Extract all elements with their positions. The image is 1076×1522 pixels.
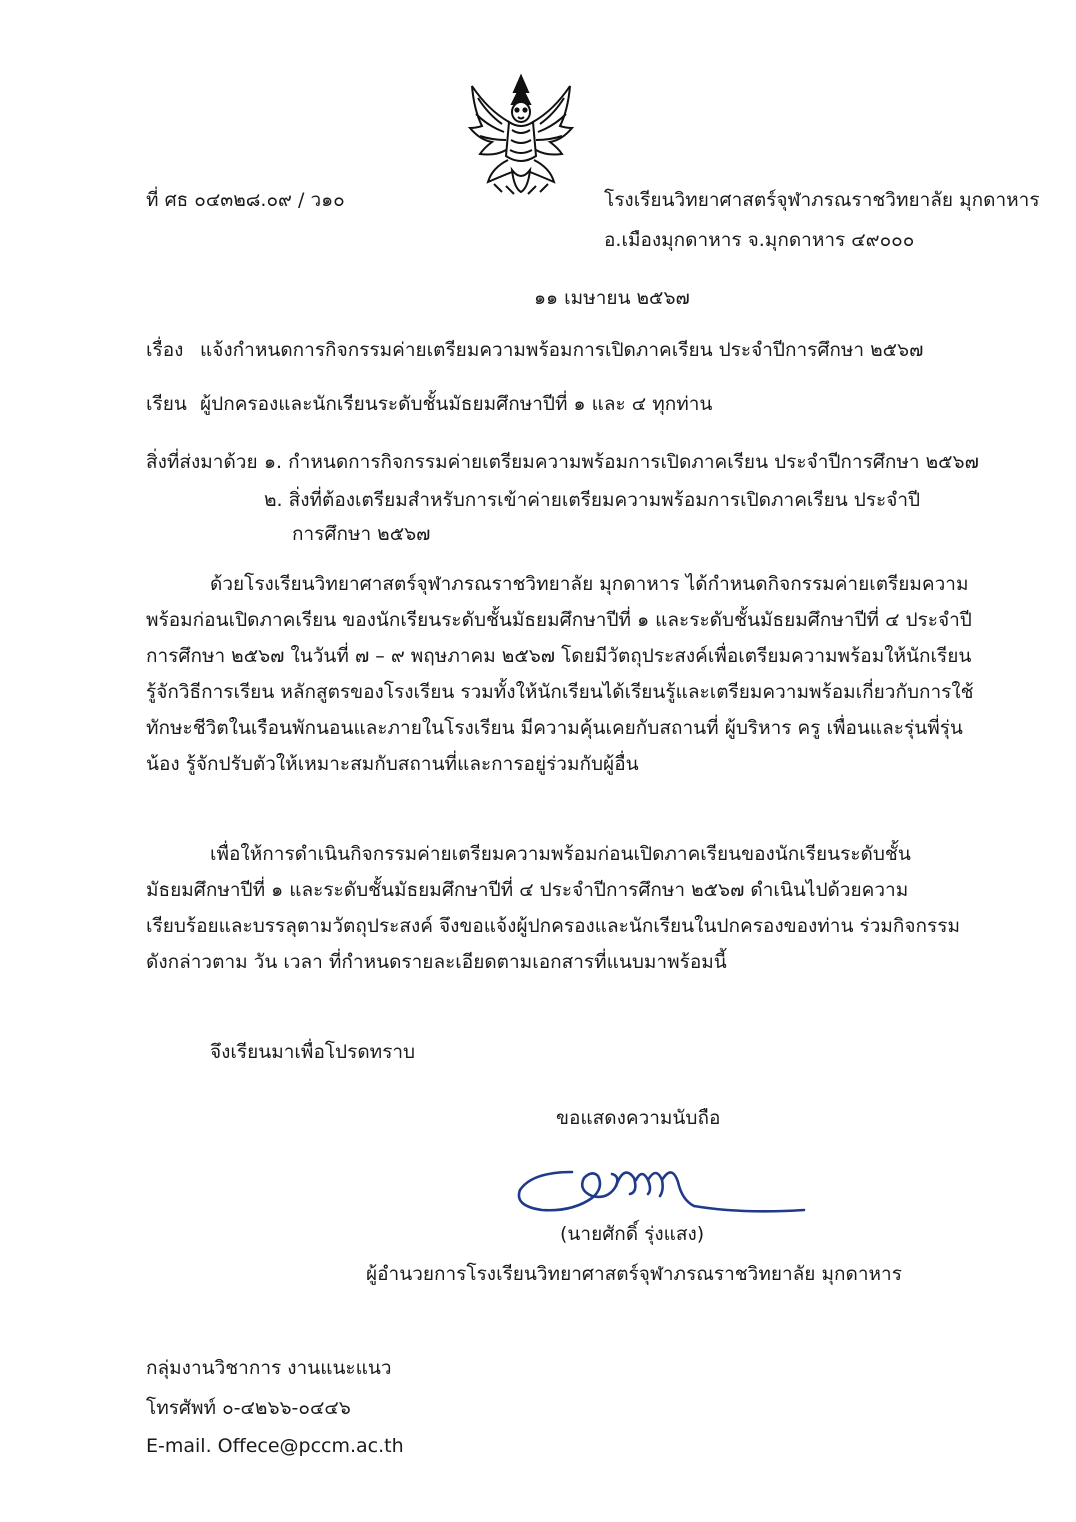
body-paragraph-2: [146, 836, 960, 980]
recipient-label: เรียน: [146, 393, 187, 415]
closing-line: จึงเรียนมาเพื่อโปรดทราบ: [210, 1041, 416, 1063]
paragraph-line: ทักษะชีวิตในเรือนพักนอนและภายในโรงเรียน มีความคุ้นเคยกับสถานที่ ผู้บริหาร ครู เพื่อนและรุ่นพี่รุ่น: [146, 717, 963, 739]
reference-number: ที่ ศธ ๐๔๓๒๘.๐๙ / ว๑๐: [146, 189, 345, 211]
paragraph-line: น้อง รู้จักปรับตัวให้เหมาะสมกับสถานที่และการอยู่ร่วมกับผู้อื่น: [146, 753, 639, 775]
subject-label: เรื่อง: [146, 339, 184, 361]
paragraph-line: เพื่อให้การดำเนินกิจกรรมค่ายเตรียมความพร้อมก่อนเปิดภาคเรียนของนักเรียนระดับชั้น: [210, 843, 911, 865]
body-paragraph-1: [146, 566, 974, 782]
paragraph-line: การศึกษา ๒๕๖๗ ในวันที่ ๗ – ๙ พฤษภาคม ๒๕๖๗ โดยมีวัตถุประสงค์เพื่อเตรียมความพร้อมให้นักเรียน: [146, 645, 972, 667]
paragraph-line: ดังกล่าวตาม วัน เวลา ที่กำหนดรายละเอียดตามเอกสารที่แนบมาพร้อมนี้: [146, 951, 727, 973]
signature-icon: [512, 1150, 812, 1230]
recipient-text: ผู้ปกครองและนักเรียนระดับชั้นมัธยมศึกษาปีที่ ๑ และ ๔ ทุกท่าน: [200, 393, 713, 415]
enclosures-label: สิ่งที่ส่งมาด้วย: [146, 451, 258, 473]
salutation: ขอแสดงความนับถือ: [556, 1107, 721, 1129]
enclosure-item-1: ๑. กำหนดการกิจกรรมค่ายเตรียมความพร้อมการเปิดภาคเรียน ประจำปีการศึกษา ๒๕๖๗: [264, 451, 979, 473]
paragraph-line: เรียบร้อยและบรรลุตามวัตถุประสงค์ จึงขอแจ้งผู้ปกครองและนักเรียนในปกครองของท่าน ร่วมกิจกรรม: [146, 915, 960, 937]
school-name: โรงเรียนวิทยาศาสตร์จุฬาภรณราชวิทยาลัย มุกดาหาร: [604, 189, 1040, 211]
garuda-emblem-icon: [462, 70, 580, 198]
paragraph-line: รู้จักวิธีการเรียน หลักสูตรของโรงเรียน รวมทั้งให้นักเรียนได้เรียนรู้และเตรียมความพร้อมเกี่ยวกับการใช้: [146, 681, 974, 703]
signatory-name: (นายศักดิ์ รุ่งแสง): [560, 1223, 705, 1245]
signatory-position: ผู้อำนวยการโรงเรียนวิทยาศาสตร์จุฬาภรณราชวิทยาลัย มุกดาหาร: [366, 1263, 902, 1285]
footer-department: กลุ่มงานวิชาการ งานแนะแนว: [146, 1357, 392, 1379]
subject-text: แจ้งกำหนดการกิจกรรมค่ายเตรียมความพร้อมการเปิดภาคเรียน ประจำปีการศึกษา ๒๕๖๗: [200, 339, 924, 361]
paragraph-line: ด้วยโรงเรียนวิทยาศาสตร์จุฬาภรณราชวิทยาลัย มุกดาหาร ได้กำหนดกิจกรรมค่ายเตรียมความ: [210, 573, 969, 595]
paragraph-line: พร้อมก่อนเปิดภาคเรียน ของนักเรียนระดับชั้นมัธยมศึกษาปีที่ ๑ และระดับชั้นมัธยมศึกษาปีที่ ๔ ประจำปี: [146, 609, 972, 631]
enclosure-item-2-cont: การศึกษา ๒๕๖๗: [292, 523, 431, 545]
footer-phone: โทรศัพท์ ๐-๔๒๖๖-๐๔๔๖: [146, 1397, 351, 1419]
paragraph-line: มัธยมศึกษาปีที่ ๑ และระดับชั้นมัธยมศึกษาปีที่ ๔ ประจำปีการศึกษา ๒๕๖๗ ดำเนินไปด้วยความ: [146, 879, 909, 901]
school-address: อ.เมืองมุกดาหาร จ.มุกดาหาร ๔๙๐๐๐: [604, 229, 915, 251]
footer-email: E-mail. Offece@pccm.ac.th: [146, 1435, 404, 1457]
letter-date: ๑๑ เมษายน ๒๕๖๗: [534, 287, 690, 309]
enclosure-item-2: ๒. สิ่งที่ต้องเตรียมสำหรับการเข้าค่ายเตรียมความพร้อมการเปิดภาคเรียน ประจำปี: [264, 489, 921, 511]
